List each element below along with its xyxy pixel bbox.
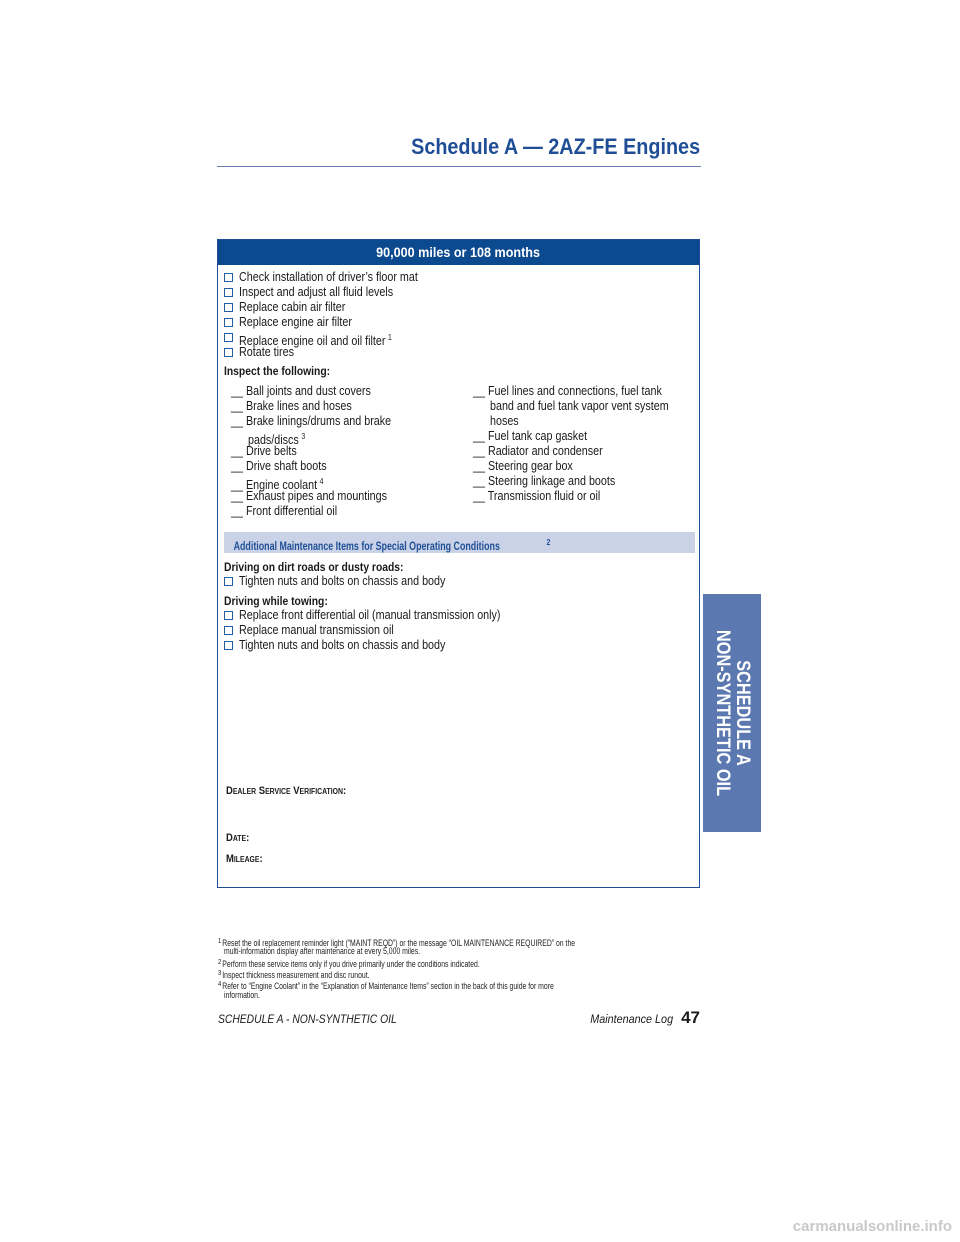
date-label: Date:: [226, 832, 250, 844]
watermark-text: carmanualsonline.info: [792, 1218, 952, 1235]
inspect-item: __ Engine coolant $^4$: [231, 477, 324, 492]
inspect-item: __ Drive shaft boots: [231, 459, 327, 473]
footnote-ref: 1: [387, 333, 392, 342]
checkbox-icon[interactable]: [224, 303, 233, 312]
checklist-item[interactable]: Replace front differential oil (manual transmission only): [224, 608, 543, 623]
checklist-item[interactable]: Replace engine oil and oil filter $^1$: [224, 330, 417, 345]
checklist-item[interactable]: Check installation of driver’s floor mat: [224, 270, 447, 285]
footnote-ref: 3: [301, 432, 306, 441]
footer-page-info: [581, 1008, 700, 1028]
inspect-item-continued: pads/discs $^3$: [248, 432, 306, 447]
interval-header: 90,000 miles or 108 months: [218, 240, 699, 265]
checklist-item[interactable]: Inspect and adjust all fluid levels: [224, 285, 418, 300]
checkbox-icon[interactable]: [224, 333, 233, 342]
inspect-item: __ Fuel tank cap gasket: [473, 429, 588, 443]
inspect-item: __ Brake lines and hoses: [231, 399, 352, 413]
checklist-item[interactable]: Rotate tires: [224, 345, 303, 360]
side-tab-label: SCHEDULE A NON-SYNTHETIC OIL: [712, 629, 753, 797]
additional-maintenance-band: Additional Maintenance Items for Special Operating Conditions $^2$: [224, 532, 695, 553]
mileage-label: Mileage:: [226, 853, 263, 865]
footer-section-label: SCHEDULE A - NON-SYNTHETIC OIL: [218, 1012, 397, 1026]
inspect-item: __ Ball joints and dust covers: [231, 384, 371, 398]
checklist-item[interactable]: Tighten nuts and bolts on chassis and body: [224, 638, 479, 653]
inspect-item: __ Fuel lines and connections, fuel tank: [473, 384, 662, 398]
inspect-item-continued: band and fuel tank vapor vent system: [490, 399, 669, 413]
section-side-tab[interactable]: [703, 594, 761, 832]
towing-heading: Driving while towing:: [224, 594, 328, 608]
inspect-item: __ Steering gear box: [473, 459, 573, 473]
inspect-item: __ Front differential oil: [231, 504, 338, 518]
dealer-verification-label: Dealer Service Verification:: [226, 785, 347, 797]
inspect-heading: Inspect the following:: [224, 364, 331, 378]
checkbox-icon[interactable]: [224, 641, 233, 650]
inspect-item: __ Steering linkage and boots: [473, 474, 616, 488]
page-number: 47: [681, 1008, 700, 1027]
checkbox-icon[interactable]: [224, 273, 233, 282]
inspect-item-continued: hoses: [490, 414, 519, 428]
inspect-item: __ Exhaust pipes and mountings: [231, 489, 387, 503]
title-divider: [217, 166, 701, 167]
checklist-item[interactable]: Replace engine air filter: [224, 315, 370, 330]
footnote: $^2$Perform these service items only if you drive primarily under the conditions indicated.: [218, 959, 480, 970]
checkbox-icon[interactable]: [224, 577, 233, 586]
inspect-item: __ Brake linings/drums and brake: [231, 414, 392, 428]
checklist-item[interactable]: Replace cabin air filter: [224, 300, 363, 315]
footnote: $^1$Reset the oil replacement reminder light (“MAINT REQD”) or the message “OIL MAINTENANCE REQUIRED” on the: [218, 938, 575, 949]
footnote: multi-information display after maintenance at every 5,000 miles.: [224, 946, 421, 957]
checkbox-icon[interactable]: [224, 348, 233, 357]
checklist-item[interactable]: Replace manual transmission oil: [224, 623, 419, 638]
footnote: information.: [224, 990, 260, 1001]
footnote-ref: 4: [319, 477, 324, 486]
footnote: $^4$Refer to “Engine Coolant” in the “Explanation of Maintenance Items” section in the back of this guide for more: [218, 981, 554, 992]
footer-log-label: Maintenance Log: [590, 1012, 674, 1026]
checkbox-icon[interactable]: [224, 288, 233, 297]
dirt-roads-heading: Driving on dirt roads or dusty roads:: [224, 560, 404, 574]
inspect-item: __ Radiator and condenser: [473, 444, 603, 458]
page-title: Schedule A — 2AZ-FE Engines: [411, 134, 700, 159]
inspect-item: __ Transmission fluid or oil: [473, 489, 601, 503]
footnote-ref: 2: [546, 538, 551, 547]
footnote: $^3$Inspect thickness measurement and disc runout.: [218, 970, 370, 981]
inspect-item: __ Drive belts: [231, 444, 297, 458]
checklist-item[interactable]: Tighten nuts and bolts on chassis and body: [224, 574, 479, 589]
checkbox-icon[interactable]: [224, 626, 233, 635]
checkbox-icon[interactable]: [224, 611, 233, 620]
maintenance-box: [217, 239, 700, 888]
checkbox-icon[interactable]: [224, 318, 233, 327]
